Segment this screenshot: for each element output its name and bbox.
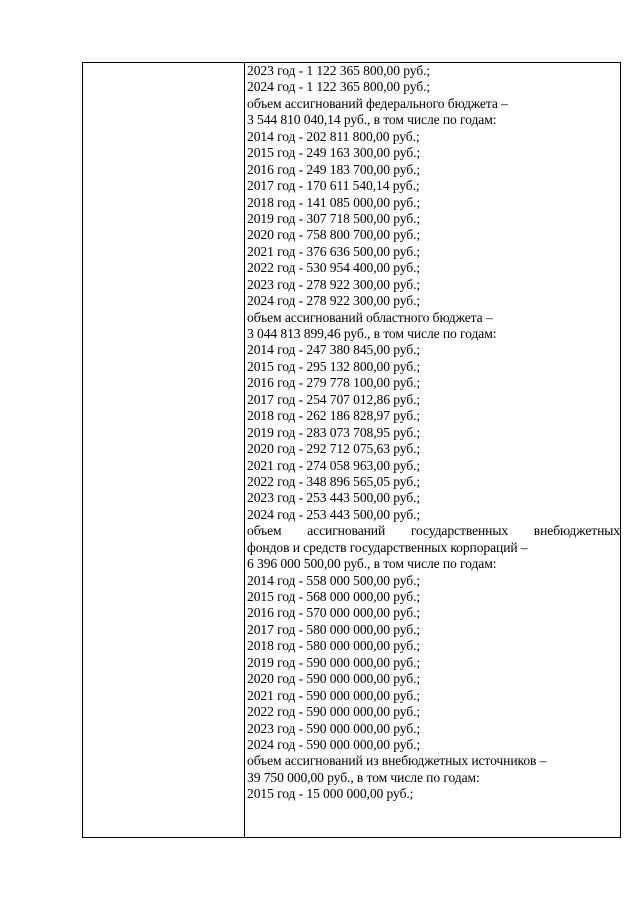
text-line: 2017 год - 254 707 012,86 руб.;: [247, 391, 421, 407]
text-line: 2022 год - 530 954 400,00 руб.;: [247, 260, 421, 276]
text-line: 2024 год - 1 122 365 800,00 руб.;: [247, 79, 431, 95]
text-line: 2016 год - 570 000 000,00 руб.;: [247, 605, 421, 621]
text-line: 39 750 000,00 руб., в том числе по годам:: [247, 769, 480, 785]
text-line: 2020 год - 758 800 700,00 руб.;: [247, 227, 421, 243]
text-line: 2024 год - 253 443 500,00 руб.;: [247, 506, 421, 522]
text-line: 3 544 810 040,14 руб., в том числе по годам:: [247, 112, 497, 128]
text-line: 2023 год - 253 443 500,00 руб.;: [247, 490, 421, 506]
text-line: 2023 год - 590 000 000,00 руб.;: [247, 720, 421, 736]
text-line: 2014 год - 247 380 845,00 руб.;: [247, 342, 421, 358]
text-line: 2020 год - 590 000 000,00 руб.;: [247, 671, 421, 687]
text-line: 2024 год - 590 000 000,00 руб.;: [247, 736, 421, 752]
text-line: 2018 год - 262 186 828,97 руб.;: [247, 408, 421, 424]
text-line: 2015 год - 15 000 000,00 руб.;: [247, 786, 414, 802]
text-line: 6 396 000 500,00 руб., в том числе по годам:: [247, 556, 497, 572]
text-line: 2019 год - 283 073 708,95 руб.;: [247, 424, 421, 440]
table-left-cell: [83, 63, 245, 837]
text-line: 2014 год - 202 811 800,00 руб.;: [247, 128, 420, 144]
text-line: 2021 год - 376 636 500,00 руб.;: [247, 243, 421, 259]
text-line: 2024 год - 278 922 300,00 руб.;: [247, 293, 421, 309]
text-line: 3 044 813 899,46 руб., в том числе по годам:: [247, 326, 497, 341]
text-line: 2022 год - 590 000 000,00 руб.;: [247, 704, 421, 720]
text-line: 2019 год - 307 718 500,00 руб.;: [247, 210, 421, 226]
text-line: 2016 год - 249 183 700,00 руб.;: [247, 161, 421, 177]
text-line: объем ассигнований федерального бюджета –: [247, 95, 508, 111]
text-line: 2015 год - 568 000 000,00 руб.;: [247, 589, 421, 604]
text-line: 2017 год - 580 000 000,00 руб.;: [247, 621, 421, 637]
text-line: 2023 год - 278 922 300,00 руб.;: [247, 276, 421, 292]
text-line: 2015 год - 295 132 800,00 руб.;: [247, 358, 421, 374]
text-line: 2016 год - 279 778 100,00 руб.;: [247, 375, 421, 391]
text-line: 2018 год - 141 085 000,00 руб.;: [247, 194, 421, 210]
table-right-cell: [245, 63, 620, 837]
text-line: 2022 год - 348 896 565,05 руб.;: [247, 473, 421, 489]
text-line: 2014 год - 558 000 500,00 руб.;: [247, 572, 421, 588]
text-line: 2017 год - 170 611 540,14 руб.;: [247, 178, 420, 194]
text-line: 2019 год - 590 000 000,00 руб.;: [247, 654, 421, 670]
text-line: объем ассигнований государственных внебюджетных: [247, 523, 620, 539]
text-line: 2015 год - 249 163 300,00 руб.;: [247, 145, 421, 161]
text-line: 2018 год - 580 000 000,00 руб.;: [247, 638, 421, 654]
text-line: 2020 год - 292 712 075,63 руб.;: [247, 441, 421, 457]
text-line: объем ассигнований областного бюджета –: [247, 309, 493, 325]
text-line: фондов и средств государственных корпораций –: [247, 539, 528, 555]
text-line: 2021 год - 274 058 963,00 руб.;: [247, 457, 421, 473]
text-line: 2023 год - 1 122 365 800,00 руб.;: [247, 63, 431, 78]
text-line: 2021 год - 590 000 000,00 руб.;: [247, 687, 421, 703]
financing-table: [82, 62, 621, 838]
text-line: объем ассигнований из внебюджетных источников –: [247, 753, 547, 769]
